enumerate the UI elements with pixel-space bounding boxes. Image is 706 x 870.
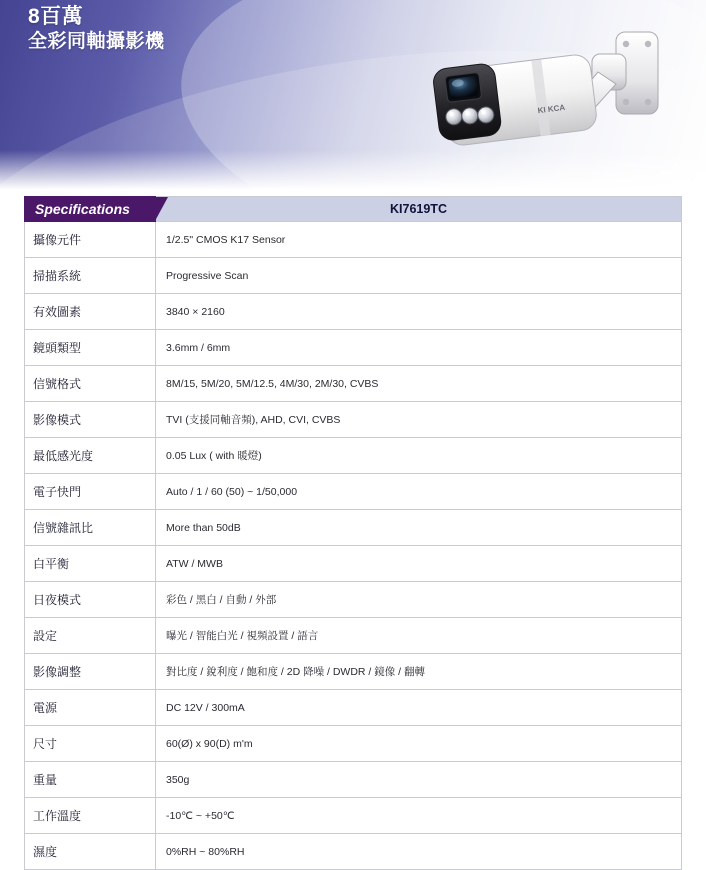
table-row bbox=[25, 510, 682, 546]
spec-label: 信號雜訊比 bbox=[25, 510, 156, 546]
svg-text:KI KCA: KI KCA bbox=[537, 102, 566, 116]
spec-label: 白平衡 bbox=[25, 546, 156, 582]
spec-value: Auto / 1 / 60 (50) ~ 1/50,000 bbox=[156, 474, 682, 510]
specifications-header-cell bbox=[25, 197, 156, 222]
table-row bbox=[25, 402, 682, 438]
banner-title bbox=[28, 4, 165, 53]
spec-label: 工作溫度 bbox=[25, 798, 156, 834]
spec-label: 攝像元件 bbox=[25, 222, 156, 258]
spec-label: 鏡頭類型 bbox=[25, 330, 156, 366]
spec-value: 彩色 / 黑白 / 自動 / 外部 bbox=[156, 582, 682, 618]
spec-label: 信號格式 bbox=[25, 366, 156, 402]
table-row bbox=[25, 798, 682, 834]
spec-label: 重量 bbox=[25, 762, 156, 798]
specifications-table-body bbox=[25, 197, 682, 870]
spec-value: DC 12V / 300mA bbox=[156, 690, 682, 726]
spec-value: Progressive Scan bbox=[156, 258, 682, 294]
spec-value: -10℃ ~ +50℃ bbox=[156, 798, 682, 834]
spec-label: 濕度 bbox=[25, 834, 156, 870]
spec-label: 尺寸 bbox=[25, 726, 156, 762]
spec-label: 日夜模式 bbox=[25, 582, 156, 618]
specifications-section bbox=[0, 196, 706, 870]
spec-value: 8M/15, 5M/20, 5M/12.5, 4M/30, 2M/30, CVBS bbox=[156, 366, 682, 402]
table-row bbox=[25, 654, 682, 690]
banner-title-line1: 8百萬 bbox=[28, 5, 84, 28]
camera-front-face bbox=[432, 63, 502, 142]
spec-label: 影像模式 bbox=[25, 402, 156, 438]
hero-banner bbox=[0, 0, 706, 196]
spec-value: 0%RH ~ 80%RH bbox=[156, 834, 682, 870]
banner-title-line2: 全彩同軸攝影機 bbox=[28, 30, 165, 52]
table-row bbox=[25, 834, 682, 870]
table-row bbox=[25, 366, 682, 402]
spec-label: 設定 bbox=[25, 618, 156, 654]
table-row bbox=[25, 438, 682, 474]
model-number-cell: KI7619TC bbox=[156, 197, 682, 222]
spec-value: ATW / MWB bbox=[156, 546, 682, 582]
product-photo-camera bbox=[416, 14, 696, 190]
specifications-header-label: Specifications bbox=[25, 197, 155, 221]
spec-value: 0.05 Lux ( with 暖燈) bbox=[156, 438, 682, 474]
spec-value: 350g bbox=[156, 762, 682, 798]
camera-mount-bracket bbox=[592, 32, 658, 114]
table-row bbox=[25, 690, 682, 726]
spec-value: 1/2.5" CMOS K17 Sensor bbox=[156, 222, 682, 258]
spec-value: 60(Ø) x 90(D) m'm bbox=[156, 726, 682, 762]
table-row bbox=[25, 222, 682, 258]
spec-value: 曝光 / 智能白光 / 視頻設置 / 語言 bbox=[156, 618, 682, 654]
specifications-table bbox=[24, 196, 682, 870]
table-row bbox=[25, 582, 682, 618]
spec-label: 電子快門 bbox=[25, 474, 156, 510]
table-row bbox=[25, 294, 682, 330]
table-row bbox=[25, 474, 682, 510]
table-row bbox=[25, 726, 682, 762]
spec-label: 電源 bbox=[25, 690, 156, 726]
table-row bbox=[25, 762, 682, 798]
spec-value: 對比度 / 銳利度 / 飽和度 / 2D 降噪 / DWDR / 鏡像 / 翻轉 bbox=[156, 654, 682, 690]
spec-label: 最低感光度 bbox=[25, 438, 156, 474]
spec-label: 掃描系統 bbox=[25, 258, 156, 294]
spec-value: 3840 × 2160 bbox=[156, 294, 682, 330]
table-row bbox=[25, 330, 682, 366]
table-row bbox=[25, 618, 682, 654]
spec-label: 有效圖素 bbox=[25, 294, 156, 330]
spec-value: 3.6mm / 6mm bbox=[156, 330, 682, 366]
table-header-row bbox=[25, 197, 682, 222]
table-row bbox=[25, 258, 682, 294]
spec-value: More than 50dB bbox=[156, 510, 682, 546]
spec-value: TVI (支援同軸音頻), AHD, CVI, CVBS bbox=[156, 402, 682, 438]
spec-label: 影像調整 bbox=[25, 654, 156, 690]
table-row bbox=[25, 546, 682, 582]
